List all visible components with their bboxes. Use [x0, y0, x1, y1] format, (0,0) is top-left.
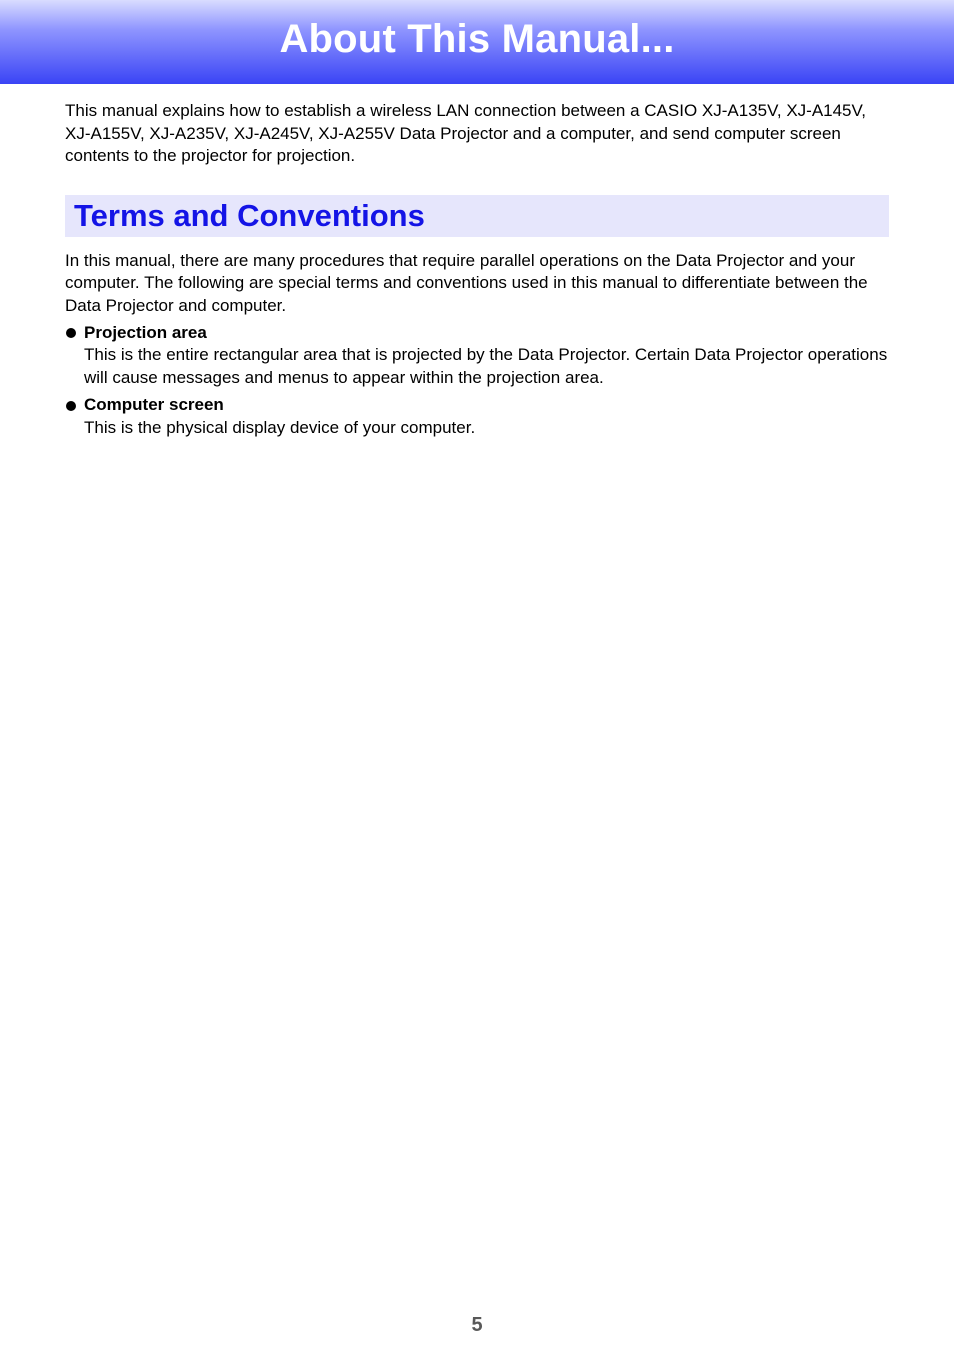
bullet-icon	[66, 401, 76, 411]
page-title: About This Manual...	[279, 16, 675, 61]
term-header	[65, 322, 889, 345]
intro-paragraph: This manual explains how to establish a wireless LAN connection between a CASIO XJ-A135V, XJ-A145V, XJ-A155V, XJ-A235V, XJ-A245V, XJ-A255V Data Projector and a computer, and send computer screen contents to the projector for projection.	[65, 101, 867, 166]
section-heading-text: Terms and Conventions	[74, 197, 425, 233]
section-heading	[65, 195, 889, 237]
header-band	[0, 0, 954, 84]
term-item	[65, 394, 889, 439]
section-paragraph: In this manual, there are many procedures that require parallel operations on the Data Projector and your computer. The following are special terms and conventions used in this manual to differentiate between the Data Projector and computer.	[65, 250, 868, 315]
main-content	[65, 100, 889, 440]
term-label: Projection area	[84, 322, 207, 342]
term-header	[65, 394, 889, 417]
term-description: This is the physical display device of your computer.	[84, 417, 476, 437]
bullet-icon	[66, 328, 76, 338]
term-label: Computer screen	[84, 395, 224, 415]
page-number: 5	[471, 1314, 483, 1336]
term-item	[65, 322, 889, 390]
term-description: This is the entire rectangular area that is projected by the Data Projector. Certain Data Projector operations will cause messages and menus to appear within the projection area.	[84, 345, 888, 387]
